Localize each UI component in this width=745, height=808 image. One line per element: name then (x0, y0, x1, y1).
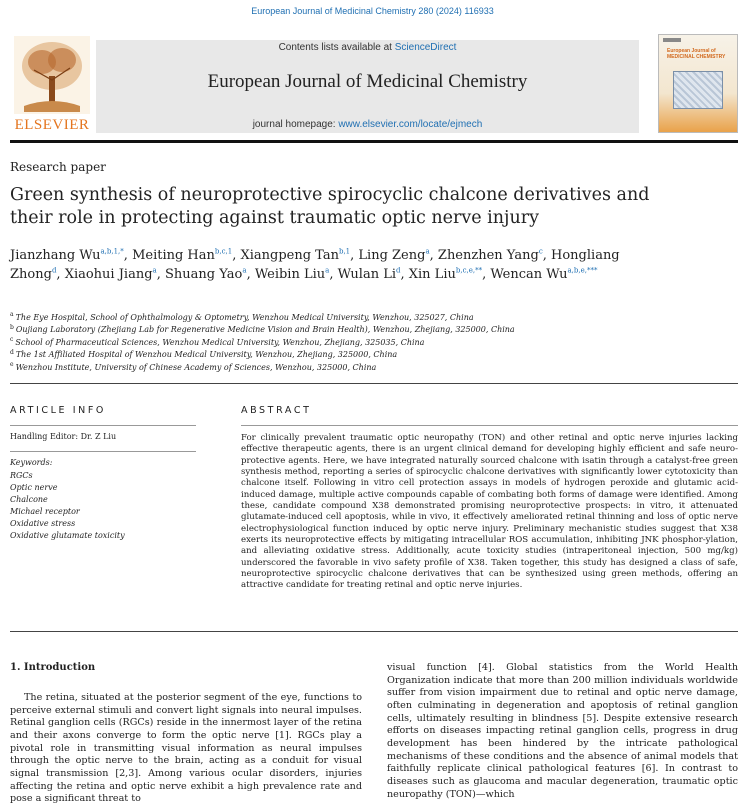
keyword-item: Oxidative glutamate toxicity (10, 531, 125, 540)
author-separator: , (56, 267, 65, 282)
author-affiliation-marker[interactable]: a (152, 266, 157, 275)
author-name[interactable]: Zhenzhen Yang (437, 248, 539, 263)
author-affiliation-marker[interactable]: a (242, 266, 247, 275)
keyword-item: Optic nerve (10, 483, 58, 492)
cover-title: European Journal of MEDICINAL CHEMISTRY (667, 48, 726, 60)
affiliation-item (10, 349, 650, 361)
affiliation-letter: d (10, 348, 14, 356)
contents-available-line (96, 42, 639, 53)
author-separator: , (350, 248, 359, 263)
author-separator: , (400, 267, 409, 282)
introduction-paragraph: The retina, situated at the posterior segment of the eye, functions to perceive external stimuli and convert light signals into neural impulses. Retinal ganglion cells (RGCs) reside in the innermost layer of the retina and their axons converge to form the optic nerve [1]. RGCs play a pivotal role in transmitting visual information as neural impulses through the optic nerve to the brain, acting as a conduit for visual signal transmission [2,3]. Among various ocular disorders, injuries affecting the retina and optic nerve exhibit a high prevalence rate and pose a significant threat to (10, 692, 362, 805)
author-affiliation-marker[interactable]: a,b,1,* (100, 247, 124, 256)
author-separator: , (329, 267, 338, 282)
author-separator: , (232, 248, 241, 263)
author-name[interactable]: Xin Liu (408, 267, 456, 282)
author-affiliation-marker[interactable]: a,b,e,*** (567, 266, 598, 275)
abstract-heading: ABSTRACT (241, 405, 312, 416)
keyword-item: Chalcone (10, 495, 48, 504)
author-affiliation-marker[interactable]: b,c,1 (214, 247, 233, 256)
journal-banner (96, 40, 639, 133)
affiliation-text: The 1st Affiliated Hospital of Wenzhou Medical University, Wenzhou, Zhejiang, 325000, China (15, 350, 398, 360)
abstract-end-divider (10, 631, 738, 632)
author-affiliation-marker[interactable]: b,1 (338, 247, 351, 256)
keywords-label: Keywords: (10, 458, 53, 467)
abstract-body: For clinically prevalent traumatic optic neuropathy (TON) and other retinal and optic nerve injuries lacking effective therapeutic agents, there is an urgent clinical demand for developing highly efficient and safe neuro-protective agents. Here, we have integrated naturally sourced chalcone with isatin through a catalyst-free green synthesis method, reporting a series of spirocyclic chalcone derivatives with significantly lower cytotoxicity than chalcone itself. Following in vitro cell protection assays in models of hydrogen peroxide and glutamic acid-induced damage, multiple active compounds capable of combating both forms of damage were identified. Among these, candidate compound X38 demonstrated promising neuroprotective prospects: in vitro, it attenuated glutamate-induced cell apoptosis, while in vivo, it effectively ameliorated retinal thinning and loss of optic nerve electrophysiological function induced by optic nerve injury. Preliminary mechanistic studies suggest that X38 exerts its neuroprotective effects by mitigating intracellular ROS accumulation, inhibiting JNK phosphor-ylation, and alleviating oxidative stress. Additionally, acute toxicity studies (intraperitoneal injection, 500 mg/kg) underscored the favorable in vivo safety profile of X38. Taken together, this study has designed a class of safe, neuroprotective spirocyclic chalcone derivatives that can be synthesized using green methods, offering an attractive candidate for treating retinal and optic nerve injuries. (241, 433, 738, 591)
affiliation-text: School of Pharmaceutical Sciences, Wenzhou Medical University, Wenzhou, Zhejiang, 325035, China (15, 337, 425, 347)
author-affiliation-marker[interactable]: a (325, 266, 330, 275)
sciencedirect-link[interactable]: ScienceDirect (394, 42, 457, 53)
author-list (10, 246, 650, 284)
keyword-item: Oxidative stress (10, 519, 76, 528)
introduction-heading: 1. Introduction (10, 662, 96, 673)
journal-citation-link[interactable]: European Journal of Medicinal Chemistry 280 (2024) 116933 (251, 6, 494, 16)
handling-editor: Handling Editor: Dr. Z Liu (10, 432, 117, 441)
journal-homepage-line (96, 119, 639, 130)
author-affiliation-marker[interactable]: b,c,e,** (455, 266, 483, 275)
keywords-list (10, 470, 125, 542)
author-separator: , (482, 267, 491, 282)
author-name[interactable]: Meiting Han (132, 248, 215, 263)
affiliation-letter: e (10, 360, 14, 368)
affiliation-item (10, 362, 650, 374)
homepage-prefix: journal homepage: (252, 119, 339, 130)
affiliation-item (10, 337, 650, 349)
affiliation-letter: c (10, 336, 14, 344)
author-separator: , (123, 248, 133, 263)
affiliation-letter: b (10, 323, 14, 331)
author-separator: , (246, 267, 255, 282)
affiliation-text: The Eye Hospital, School of Ophthalmology & Optometry, Wenzhou Medical University, Wenzhou, 325027, China (15, 313, 474, 322)
author-name[interactable]: Shuang Yao (164, 267, 243, 282)
header-divider (10, 140, 738, 143)
author-name[interactable]: Wulan Li (337, 267, 397, 282)
journal-cover-thumbnail[interactable] (658, 34, 738, 133)
author-name[interactable]: Ling Zeng (358, 248, 426, 263)
author-name[interactable]: Weibin Liu (254, 267, 326, 282)
author-affiliation-marker[interactable]: a (425, 247, 430, 256)
elsevier-tree-icon (14, 36, 90, 114)
keywords-divider (10, 451, 196, 452)
author-affiliation-marker[interactable]: d (51, 266, 57, 275)
affiliation-letter: a (10, 311, 14, 319)
author-name[interactable]: Jianzhang Wu (10, 248, 101, 263)
author-separator: , (542, 248, 552, 263)
journal-title: European Journal of Medicinal Chemistry (207, 71, 528, 92)
article-info-heading: ARTICLE INFO (10, 405, 107, 416)
keyword-item: Michael receptor (10, 507, 80, 516)
author-name[interactable]: Xiangpeng Tan (240, 248, 339, 263)
article-type: Research paper (10, 160, 106, 174)
author-name[interactable]: Hongliang Zhong (10, 248, 620, 282)
affiliation-item (10, 312, 650, 324)
author-separator: , (429, 248, 438, 263)
cover-artwork-icon (673, 71, 723, 109)
journal-homepage-link[interactable]: www.elsevier.com/locate/ejmech (338, 119, 483, 130)
author-name[interactable]: Wencan Wu (490, 267, 568, 282)
introduction-left-column (10, 692, 362, 806)
contents-prefix: Contents lists available at (278, 42, 395, 53)
author-affiliation-marker[interactable]: c (538, 247, 543, 256)
affiliation-text: Wenzhou Institute, University of Chinese Academy of Sciences, Wenzhou, 325000, China (15, 362, 377, 372)
section-divider (10, 383, 738, 384)
elsevier-wordmark[interactable]: ELSEVIER (14, 117, 90, 133)
author-affiliation-marker[interactable]: d (396, 266, 401, 275)
keyword-item: RGCs (10, 471, 33, 480)
author-separator: , (156, 267, 165, 282)
affiliation-list (10, 312, 650, 374)
introduction-right-column: visual function [4]. Global statistics from the World Health Organization indicate that more than 200 million individuals worldwide suffer from vision impairment due to retinal and optic nerve damage, often culminating in degeneration and apoptosis of retinal ganglion cells, ultimately resulting in blindness [5]. Despite extensive research efforts on diseases impacting retinal ganglion cells, progress in drug development has been hindered by the intricate pathological mechanisms of these conditions and the absence of animal models that faithfully replicate clinical pathological features [6]. In contrast to diseases such as glaucoma and macular degeneration, traumatic optic neuropathy (TON)—which (387, 662, 738, 800)
affiliation-item (10, 324, 650, 336)
author-name[interactable]: Xiaohui Jiang (64, 267, 153, 282)
affiliation-text: Oujiang Laboratory (Zhejiang Lab for Regenerative Medicine Vision and Brain Health), Wenzhou, Zhejiang, 325000, China (15, 325, 515, 335)
elsevier-logo (10, 36, 94, 134)
article-title: Green synthesis of neuroprotective spirocyclic chalcone derivatives and their role in protecting against traumatic optic nerve injury (10, 185, 650, 228)
cover-publisher-strip (663, 38, 681, 42)
article-info-divider (10, 425, 196, 426)
abstract-divider (241, 425, 738, 426)
